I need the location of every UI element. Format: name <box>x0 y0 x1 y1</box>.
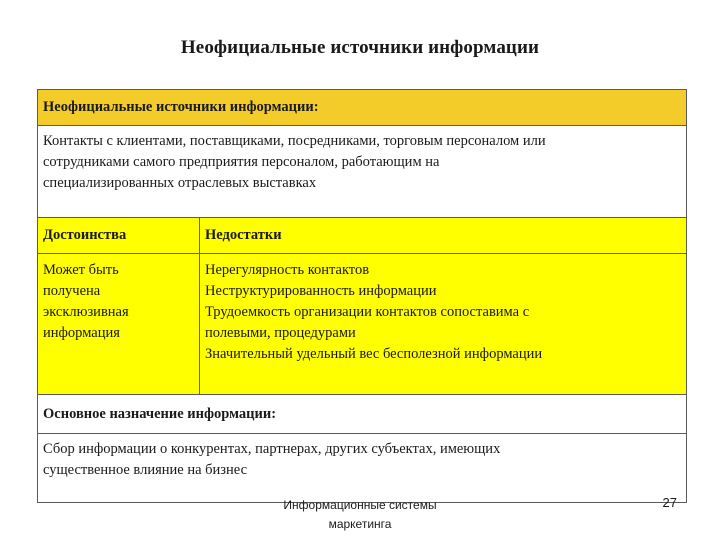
pros-line: Может быть <box>43 262 119 278</box>
pros-line: информация <box>43 325 120 341</box>
cons-heading: Недостатки <box>200 218 687 254</box>
description-cell <box>38 126 687 218</box>
cons-cell <box>200 254 687 395</box>
cons-line: Нерегулярность контактов <box>205 262 370 278</box>
pros-line: получена <box>43 283 101 299</box>
purpose-cell <box>38 434 687 503</box>
purpose-heading: Основное назначение информации: <box>38 395 687 434</box>
pros-heading: Достоинства <box>38 218 200 254</box>
cons-line: Трудоемкость организации контактов сопоставима с <box>205 304 530 320</box>
pros-line: эксклюзивная <box>43 304 129 320</box>
footer-caption <box>230 496 490 534</box>
pros-cell <box>38 254 200 395</box>
info-sources-table <box>37 89 687 503</box>
footer-line: Информационные системы <box>283 498 437 512</box>
cons-line: Неструктурированность информации <box>205 283 437 299</box>
page-number: 27 <box>662 495 677 510</box>
purpose-line: Сбор информации о конкурентах, партнерах, других субъектах, имеющих <box>43 441 501 457</box>
description-line: специализированных отраслевых выставках <box>43 175 317 191</box>
cons-line: полевыми, процедурами <box>205 325 356 341</box>
purpose-line: существенное влияние на бизнес <box>43 462 248 478</box>
description-line: сотрудниками самого предприятия персоналом, работающим на <box>43 154 440 170</box>
description-line: Контакты с клиентами, поставщиками, посредниками, торговым персоналом или <box>43 133 546 149</box>
table-header: Неофициальные источники информации: <box>38 90 687 126</box>
footer-line: маркетинга <box>328 517 392 531</box>
cons-line: Значительный удельный вес бесполезной информации <box>205 346 543 362</box>
slide-title: Неофициальные источники информации <box>180 37 540 58</box>
